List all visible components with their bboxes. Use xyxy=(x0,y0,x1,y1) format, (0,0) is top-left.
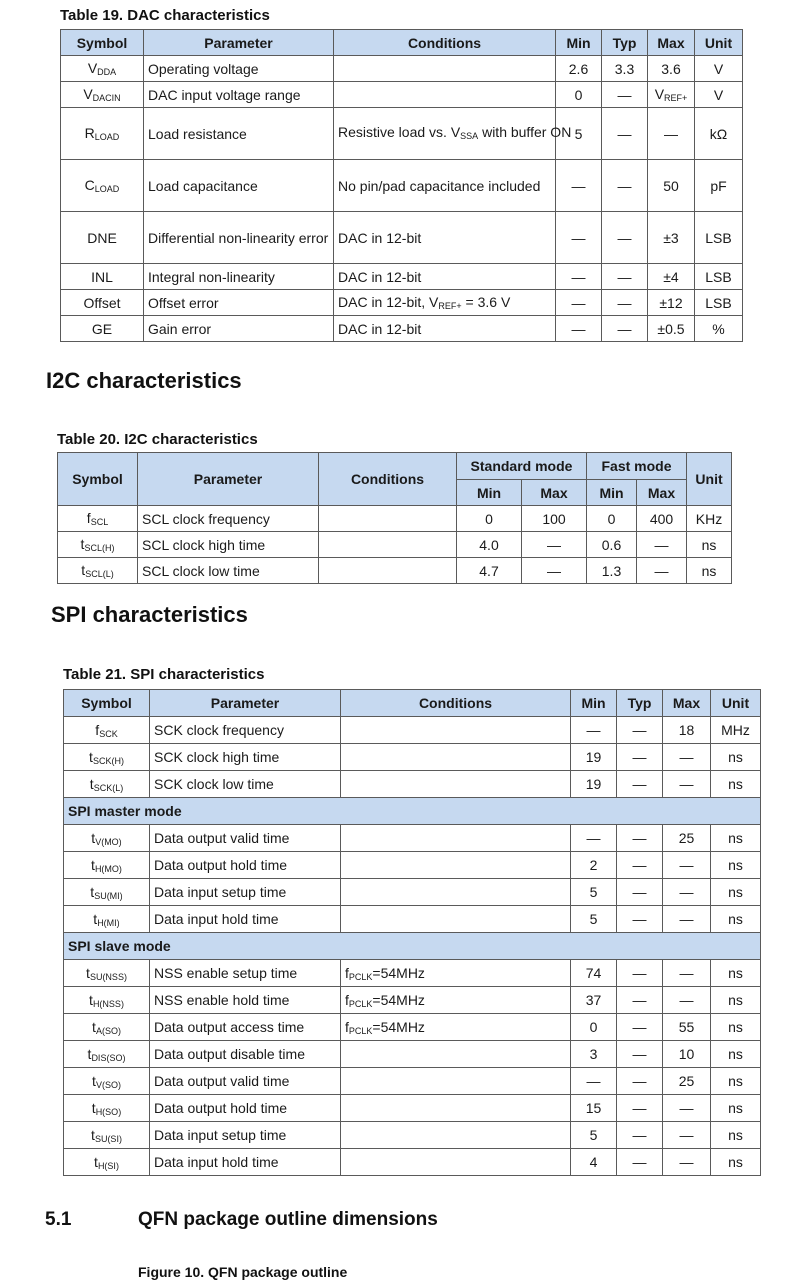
min-cell: 4 xyxy=(571,1149,617,1176)
typ-cell: — xyxy=(602,264,648,290)
conditions-cell xyxy=(319,558,457,584)
i2c-table xyxy=(57,452,732,584)
max-cell: 50 xyxy=(648,160,695,212)
max-cell: ±12 xyxy=(648,290,695,316)
header-standard-max: Max xyxy=(522,480,587,506)
header-symbol: Symbol xyxy=(64,690,150,717)
parameter-cell: Data input hold time xyxy=(150,1149,341,1176)
min-cell: 15 xyxy=(571,1095,617,1122)
table-row xyxy=(64,1122,761,1149)
max-cell: ±4 xyxy=(648,264,695,290)
symbol-cell: $f_{SCL}$ xyxy=(58,506,138,532)
header-min: Min xyxy=(556,30,602,56)
typ-cell: — xyxy=(617,1068,663,1095)
unit-cell: ns xyxy=(711,1149,761,1176)
slave-mode-label: SPI slave mode xyxy=(64,933,761,960)
table-row xyxy=(61,212,743,264)
parameter-cell: Operating voltage xyxy=(144,56,334,82)
unit-cell: ns xyxy=(711,825,761,852)
table-row xyxy=(61,316,743,342)
max-cell: — xyxy=(663,1095,711,1122)
header-max: Max xyxy=(663,690,711,717)
figure-caption: Figure 10. QFN package outline xyxy=(138,1264,348,1280)
unit-cell: ns xyxy=(711,1068,761,1095)
symbol-cell: $t_{V(MO)}$ xyxy=(64,825,150,852)
conditions-cell xyxy=(341,1068,571,1095)
max-cell: — xyxy=(663,852,711,879)
conditions-cell: DAC in 12-bit xyxy=(334,316,556,342)
fast-min-cell: 1.3 xyxy=(587,558,637,584)
header-parameter: Parameter xyxy=(138,453,319,506)
symbol-cell: $t_{SCK(H)}$ xyxy=(64,744,150,771)
min-cell: — xyxy=(571,717,617,744)
min-cell: 0 xyxy=(556,82,602,108)
symbol-cell: $t_{SCL(H)}$ xyxy=(58,532,138,558)
parameter-cell: SCL clock high time xyxy=(138,532,319,558)
parameter-cell: NSS enable hold time xyxy=(150,987,341,1014)
min-cell: — xyxy=(556,212,602,264)
min-cell: 5 xyxy=(556,108,602,160)
typ-cell: — xyxy=(617,717,663,744)
unit-cell: KHz xyxy=(687,506,732,532)
parameter-cell: Gain error xyxy=(144,316,334,342)
master-mode-label: SPI master mode xyxy=(64,798,761,825)
unit-cell: pF xyxy=(695,160,743,212)
parameter-cell: SCL clock low time xyxy=(138,558,319,584)
min-cell: 5 xyxy=(571,1122,617,1149)
unit-cell: ns xyxy=(687,558,732,584)
typ-cell: — xyxy=(617,825,663,852)
unit-cell: ns xyxy=(711,1122,761,1149)
unit-cell: ns xyxy=(711,744,761,771)
symbol-cell: $t_{SCK(L)}$ xyxy=(64,771,150,798)
fast-max-cell: — xyxy=(637,532,687,558)
unit-cell: MHz xyxy=(711,717,761,744)
min-cell: — xyxy=(556,264,602,290)
spi-table xyxy=(63,689,761,1176)
fast-max-cell: — xyxy=(637,558,687,584)
table-row xyxy=(64,852,761,879)
table-row xyxy=(64,879,761,906)
min-cell: — xyxy=(556,290,602,316)
header-conditions: Conditions xyxy=(341,690,571,717)
typ-cell: — xyxy=(602,82,648,108)
parameter-cell: Data output valid time xyxy=(150,1068,341,1095)
table-row xyxy=(64,1068,761,1095)
typ-cell: — xyxy=(602,290,648,316)
unit-cell: ns xyxy=(711,987,761,1014)
conditions-cell: $f_{PCLK}=54MHz$ xyxy=(341,987,571,1014)
max-cell: — xyxy=(663,1149,711,1176)
conditions-cell xyxy=(334,56,556,82)
table-row xyxy=(64,1095,761,1122)
parameter-cell: Data output hold time xyxy=(150,1095,341,1122)
symbol-cell: $t_{SCL(L)}$ xyxy=(58,558,138,584)
table-row xyxy=(61,264,743,290)
symbol-cell: $R_{LOAD}$ xyxy=(61,108,144,160)
i2c-table-caption: Table 20. I2C characteristics xyxy=(57,431,258,448)
symbol-cell: $C_{LOAD}$ xyxy=(61,160,144,212)
header-min: Min xyxy=(571,690,617,717)
conditions-cell: DAC in 12-bit xyxy=(334,212,556,264)
symbol-cell: $t_{H(SO)}$ xyxy=(64,1095,150,1122)
header-conditions: Conditions xyxy=(319,453,457,506)
parameter-cell: Load capacitance xyxy=(144,160,334,212)
symbol-cell: $t_{H(NSS)}$ xyxy=(64,987,150,1014)
standard-min-cell: 4.7 xyxy=(457,558,522,584)
conditions-cell: Resistive load vs. $V_{SSA}$ with buffer ON xyxy=(334,108,556,160)
min-cell: 2 xyxy=(571,852,617,879)
max-cell: 55 xyxy=(663,1014,711,1041)
min-cell: 5 xyxy=(571,906,617,933)
conditions-cell xyxy=(341,717,571,744)
symbol-cell: $t_{SU(SI)}$ xyxy=(64,1122,150,1149)
unit-cell: ns xyxy=(711,1095,761,1122)
table-row xyxy=(64,1041,761,1068)
typ-cell: — xyxy=(617,906,663,933)
parameter-cell: Differential non-linearity error xyxy=(144,212,334,264)
header-unit: Unit xyxy=(711,690,761,717)
header-parameter: Parameter xyxy=(144,30,334,56)
header-unit: Unit xyxy=(695,30,743,56)
table-row xyxy=(64,825,761,852)
header-symbol: Symbol xyxy=(61,30,144,56)
dac-table xyxy=(60,29,743,342)
symbol-cell: $t_{DIS(SO)}$ xyxy=(64,1041,150,1068)
table-row xyxy=(64,1149,761,1176)
header-typ: Typ xyxy=(602,30,648,56)
table-row xyxy=(61,290,743,316)
standard-min-cell: 0 xyxy=(457,506,522,532)
parameter-cell: Data input setup time xyxy=(150,879,341,906)
typ-cell: — xyxy=(617,1041,663,1068)
conditions-cell xyxy=(341,879,571,906)
standard-max-cell: — xyxy=(522,558,587,584)
conditions-cell: DAC in 12-bit, $V_{REF+} = 3.6$ V xyxy=(334,290,556,316)
unit-cell: % xyxy=(695,316,743,342)
header-symbol: Symbol xyxy=(58,453,138,506)
table-row xyxy=(61,108,743,160)
unit-cell: V xyxy=(695,82,743,108)
max-cell: ±3 xyxy=(648,212,695,264)
conditions-cell xyxy=(341,744,571,771)
unit-cell: ns xyxy=(711,1014,761,1041)
standard-min-cell: 4.0 xyxy=(457,532,522,558)
parameter-cell: SCL clock frequency xyxy=(138,506,319,532)
parameter-cell: NSS enable setup time xyxy=(150,960,341,987)
min-cell: — xyxy=(571,1068,617,1095)
unit-cell: ns xyxy=(711,1041,761,1068)
conditions-cell xyxy=(341,771,571,798)
header-unit: Unit xyxy=(687,453,732,506)
typ-cell: — xyxy=(617,771,663,798)
max-cell: — xyxy=(663,987,711,1014)
header-max: Max xyxy=(648,30,695,56)
symbol-cell: $V_{DACIN}$ xyxy=(61,82,144,108)
fast-max-cell: 400 xyxy=(637,506,687,532)
table-row xyxy=(64,744,761,771)
typ-cell: — xyxy=(602,108,648,160)
parameter-cell: Integral non-linearity xyxy=(144,264,334,290)
symbol-cell: $t_{H(MO)}$ xyxy=(64,852,150,879)
max-cell: $V_{REF+}$ xyxy=(648,82,695,108)
max-cell: 25 xyxy=(663,1068,711,1095)
typ-cell: — xyxy=(602,160,648,212)
i2c-heading: I2C characteristics xyxy=(46,368,242,393)
conditions-cell: No pin/pad capacitance included xyxy=(334,160,556,212)
min-cell: 2.6 xyxy=(556,56,602,82)
parameter-cell: Offset error xyxy=(144,290,334,316)
conditions-cell xyxy=(341,852,571,879)
section-number: 5.1 xyxy=(45,1209,72,1230)
typ-cell: — xyxy=(617,1014,663,1041)
standard-max-cell: — xyxy=(522,532,587,558)
section-row-master xyxy=(64,798,761,825)
unit-cell: LSB xyxy=(695,212,743,264)
conditions-cell xyxy=(341,1041,571,1068)
min-cell: 37 xyxy=(571,987,617,1014)
max-cell: 18 xyxy=(663,717,711,744)
min-cell: 5 xyxy=(571,879,617,906)
standard-max-cell: 100 xyxy=(522,506,587,532)
min-cell: — xyxy=(556,316,602,342)
max-cell: — xyxy=(663,744,711,771)
symbol-cell: $V_{DDA}$ xyxy=(61,56,144,82)
typ-cell: — xyxy=(617,1149,663,1176)
table-row xyxy=(58,506,732,532)
min-cell: 19 xyxy=(571,771,617,798)
max-cell: ±0.5 xyxy=(648,316,695,342)
parameter-cell: Data output valid time xyxy=(150,825,341,852)
unit-cell: kΩ xyxy=(695,108,743,160)
conditions-cell: DAC in 12-bit xyxy=(334,264,556,290)
symbol-cell: $t_{SU(MI)}$ xyxy=(64,879,150,906)
symbol-cell: GE xyxy=(61,316,144,342)
spi-heading: SPI characteristics xyxy=(51,602,248,627)
parameter-cell: SCK clock frequency xyxy=(150,717,341,744)
conditions-cell xyxy=(334,82,556,108)
table-row xyxy=(58,532,732,558)
typ-cell: — xyxy=(617,1122,663,1149)
max-cell: — xyxy=(663,960,711,987)
table-row xyxy=(64,717,761,744)
max-cell: 3.6 xyxy=(648,56,695,82)
min-cell: 19 xyxy=(571,744,617,771)
parameter-cell: Data output disable time xyxy=(150,1041,341,1068)
typ-cell: — xyxy=(617,879,663,906)
unit-cell: ns xyxy=(711,879,761,906)
parameter-cell: DAC input voltage range xyxy=(144,82,334,108)
parameter-cell: Data output access time xyxy=(150,1014,341,1041)
conditions-cell xyxy=(341,906,571,933)
min-cell: — xyxy=(571,825,617,852)
parameter-cell: Data input hold time xyxy=(150,906,341,933)
conditions-cell xyxy=(341,1095,571,1122)
typ-cell: — xyxy=(617,960,663,987)
unit-cell: LSB xyxy=(695,290,743,316)
max-cell: 25 xyxy=(663,825,711,852)
spi-table-caption: Table 21. SPI characteristics xyxy=(63,666,265,683)
typ-cell: — xyxy=(617,852,663,879)
fast-min-cell: 0 xyxy=(587,506,637,532)
table-row xyxy=(64,987,761,1014)
conditions-cell xyxy=(341,1122,571,1149)
unit-cell: ns xyxy=(711,852,761,879)
header-conditions: Conditions xyxy=(334,30,556,56)
max-cell: — xyxy=(663,879,711,906)
typ-cell: — xyxy=(602,316,648,342)
table-row xyxy=(64,1014,761,1041)
max-cell: 10 xyxy=(663,1041,711,1068)
table-row xyxy=(61,56,743,82)
symbol-cell: Offset xyxy=(61,290,144,316)
typ-cell: — xyxy=(617,1095,663,1122)
header-parameter: Parameter xyxy=(150,690,341,717)
min-cell: 0 xyxy=(571,1014,617,1041)
symbol-cell: $t_{SU(NSS)}$ xyxy=(64,960,150,987)
symbol-cell: $t_{V(SO)}$ xyxy=(64,1068,150,1095)
table-row xyxy=(61,82,743,108)
parameter-cell: Data output hold time xyxy=(150,852,341,879)
section-title: QFN package outline dimensions xyxy=(138,1209,438,1230)
header-fast-min: Min xyxy=(587,480,637,506)
symbol-cell: $t_{H(SI)}$ xyxy=(64,1149,150,1176)
header-standard-mode: Standard mode xyxy=(457,453,587,480)
conditions-cell: $f_{PCLK}=54MHz$ xyxy=(341,1014,571,1041)
unit-cell: LSB xyxy=(695,264,743,290)
conditions-cell xyxy=(341,825,571,852)
unit-cell: ns xyxy=(687,532,732,558)
conditions-cell xyxy=(319,532,457,558)
typ-cell: 3.3 xyxy=(602,56,648,82)
parameter-cell: Data input setup time xyxy=(150,1122,341,1149)
table-row xyxy=(58,558,732,584)
unit-cell: V xyxy=(695,56,743,82)
typ-cell: — xyxy=(617,987,663,1014)
conditions-cell: $f_{PCLK}=54MHz$ xyxy=(341,960,571,987)
min-cell: 3 xyxy=(571,1041,617,1068)
symbol-cell: $t_{A(SO)}$ xyxy=(64,1014,150,1041)
parameter-cell: SCK clock high time xyxy=(150,744,341,771)
min-cell: — xyxy=(556,160,602,212)
max-cell: — xyxy=(663,771,711,798)
table-row xyxy=(64,906,761,933)
header-fast-mode: Fast mode xyxy=(587,453,687,480)
symbol-cell: INL xyxy=(61,264,144,290)
max-cell: — xyxy=(648,108,695,160)
header-fast-max: Max xyxy=(637,480,687,506)
header-typ: Typ xyxy=(617,690,663,717)
fast-min-cell: 0.6 xyxy=(587,532,637,558)
conditions-cell xyxy=(341,1149,571,1176)
table-row xyxy=(64,771,761,798)
table-row xyxy=(61,160,743,212)
conditions-cell xyxy=(319,506,457,532)
symbol-cell: $f_{SCK}$ xyxy=(64,717,150,744)
dac-table-caption: Table 19. DAC characteristics xyxy=(60,7,270,24)
typ-cell: — xyxy=(602,212,648,264)
max-cell: — xyxy=(663,906,711,933)
table-row xyxy=(64,960,761,987)
parameter-cell: Load resistance xyxy=(144,108,334,160)
min-cell: 74 xyxy=(571,960,617,987)
symbol-cell: DNE xyxy=(61,212,144,264)
typ-cell: — xyxy=(617,744,663,771)
parameter-cell: SCK clock low time xyxy=(150,771,341,798)
header-standard-min: Min xyxy=(457,480,522,506)
max-cell: — xyxy=(663,1122,711,1149)
symbol-cell: $t_{H(MI)}$ xyxy=(64,906,150,933)
unit-cell: ns xyxy=(711,771,761,798)
section-row-slave xyxy=(64,933,761,960)
unit-cell: ns xyxy=(711,960,761,987)
unit-cell: ns xyxy=(711,906,761,933)
